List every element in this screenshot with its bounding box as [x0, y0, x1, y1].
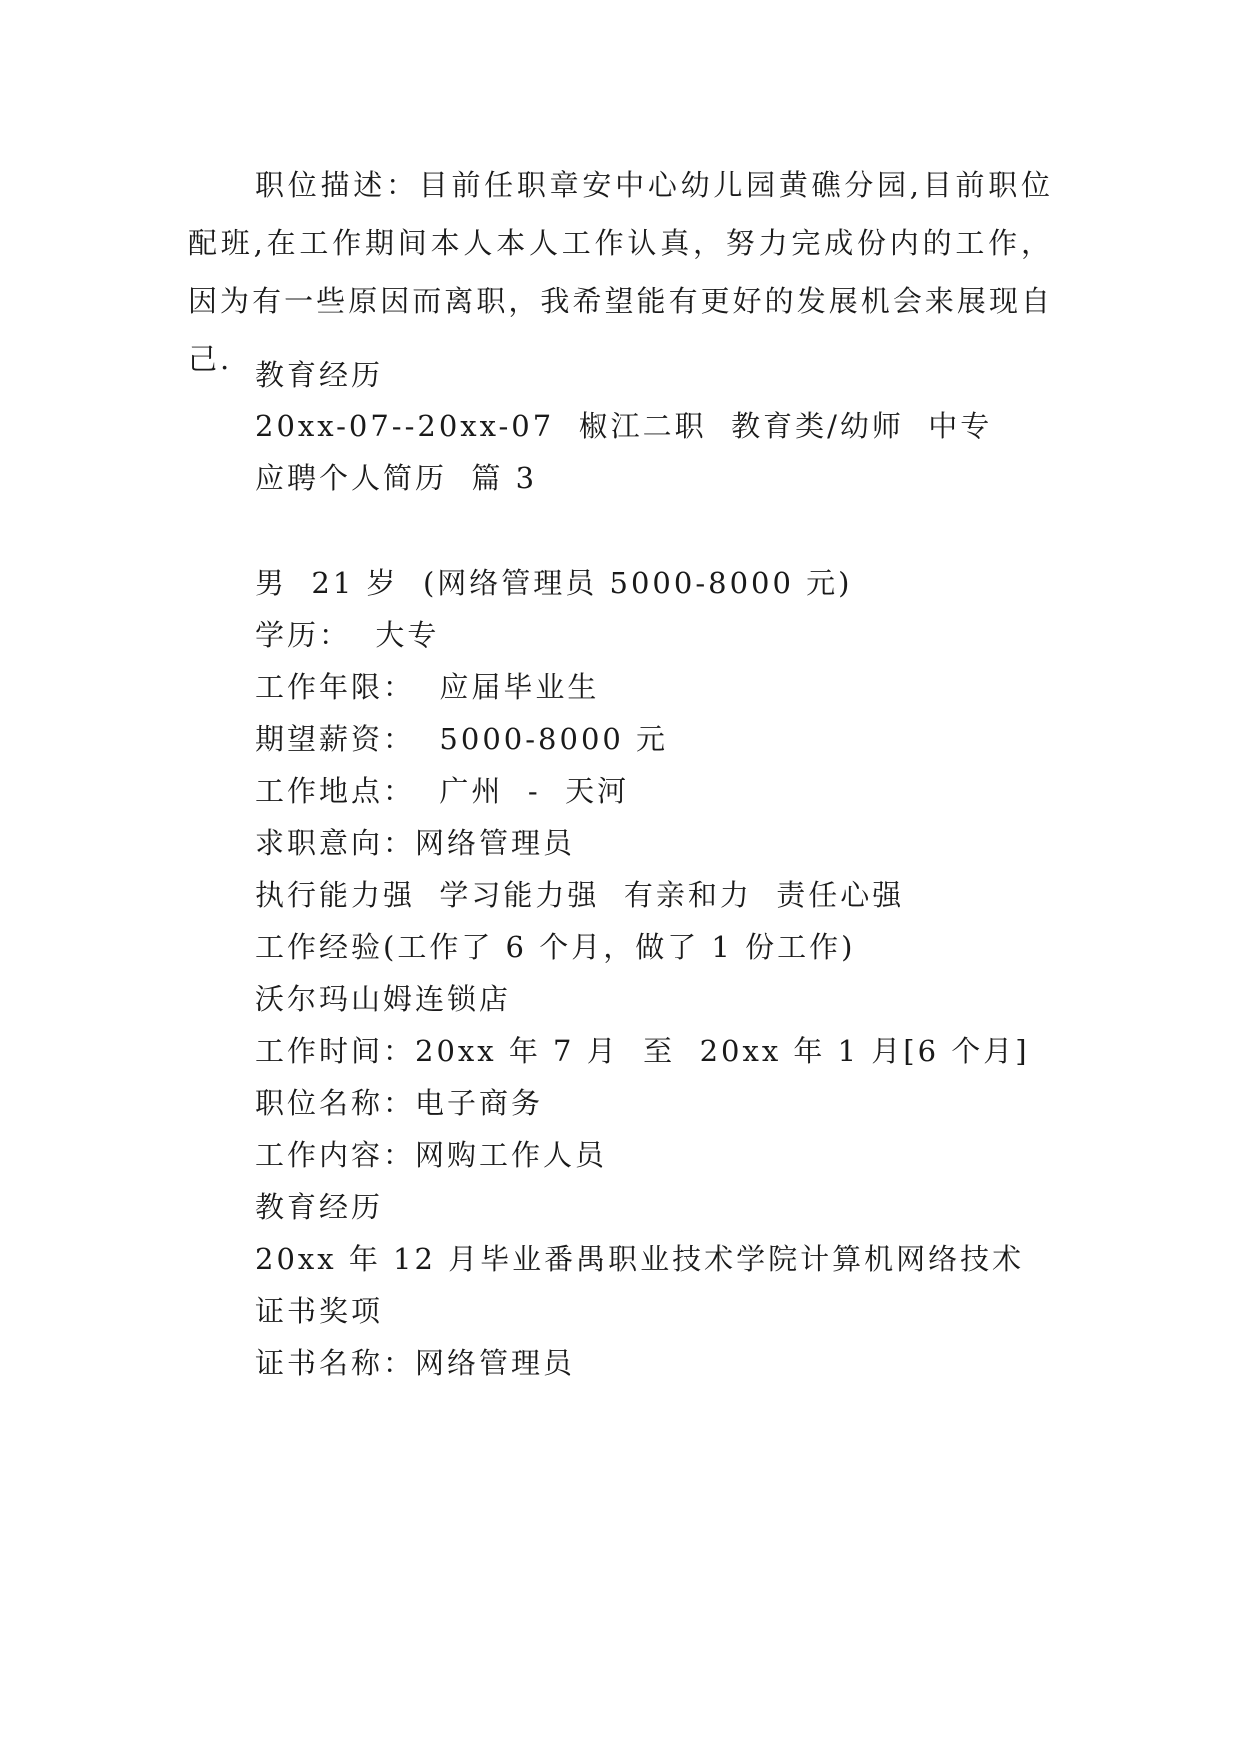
certificate-name: 证书名称：网络管理员 — [255, 1346, 576, 1380]
profile-summary: 男 21 岁 (网络管理员 5000-8000 元) — [255, 566, 853, 600]
certificates-heading: 证书奖项 — [255, 1294, 384, 1328]
education-entry: 20xx-07--20xx-07 椒江二职 教育类/幼师 中专 — [255, 409, 993, 443]
education-entry: 20xx 年 12 月毕业番禺职业技术学院计算机网络技术 — [255, 1242, 1025, 1276]
education-heading: 教育经历 — [255, 358, 384, 392]
education-level: 学历： 大专 — [255, 618, 440, 652]
work-years: 工作年限： 应届毕业生 — [255, 670, 600, 704]
work-content: 工作内容：网购工作人员 — [255, 1138, 608, 1172]
expected-salary: 期望薪资： 5000-8000 元 — [255, 722, 669, 756]
employer: 沃尔玛山姆连锁店 — [255, 982, 512, 1016]
position-name: 职位名称：电子商务 — [255, 1086, 544, 1120]
resume-title: 应聘个人简历 篇 3 — [255, 461, 538, 495]
intro-paragraph: 职位描述：目前任职章安中心幼儿园黄礁分园,目前职位配班,在工作期间本人本人工作认真，努力完成份内的工作，因为有一些原因而离职，我希望能有更好的发展机会来展现自己. — [188, 168, 1053, 376]
work-period: 工作时间：20xx 年 7 月 至 20xx 年 1 月[6 个月] — [255, 1034, 1030, 1068]
work-location: 工作地点： 广州 - 天河 — [255, 774, 630, 808]
job-intention: 求职意向：网络管理员 — [255, 826, 576, 860]
work-experience-summary: 工作经验(工作了 6 个月，做了 1 份工作) — [255, 930, 856, 964]
education-heading: 教育经历 — [255, 1190, 384, 1224]
strengths: 执行能力强 学习能力强 有亲和力 责任心强 — [255, 878, 905, 912]
